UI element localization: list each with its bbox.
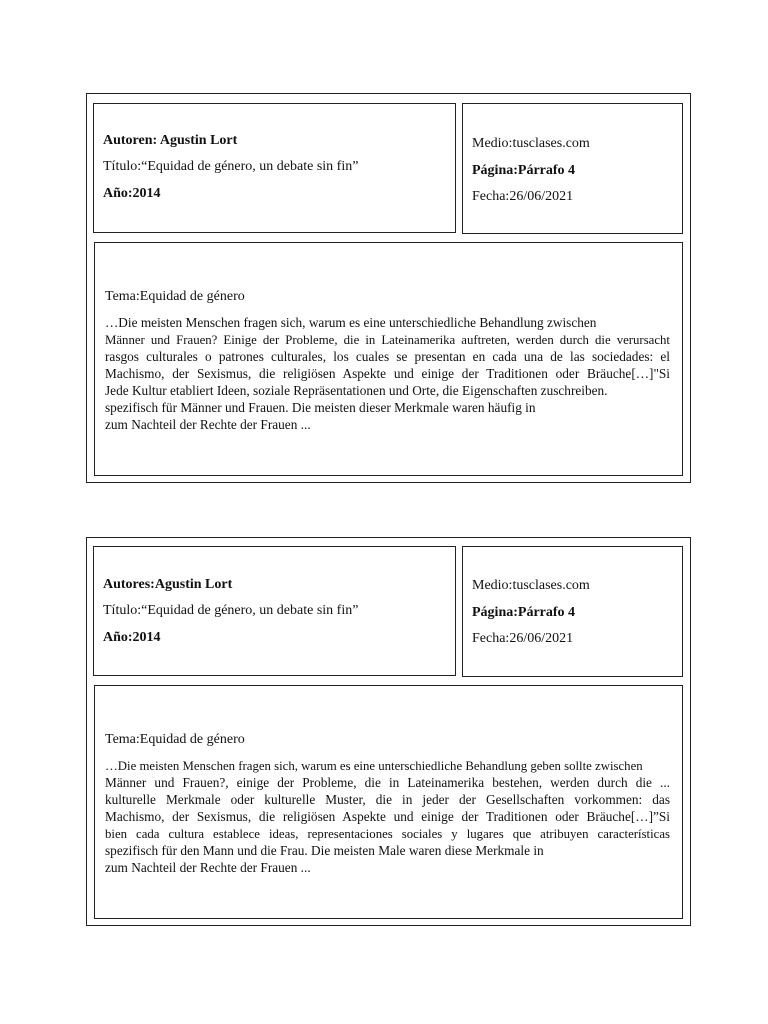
source-box [462,103,683,234]
citation-card-1 [86,93,691,483]
date-field: Fecha:26/06/2021 [472,631,574,646]
quote-line: spezifisch für den Mann und die Frau. Die meisten Male waren diese Merkmale in [105,843,544,858]
bibliography-box [93,546,456,676]
title-field: Título:“Equidad de género, un debate sin fin” [103,159,359,174]
author-field: Autoren: Agustin Lort [103,133,238,148]
content-box [94,685,683,919]
quote-line: …Die meisten Menschen fragen sich, warum es eine unterschiedliche Behandlung geben sollte zwischen [105,759,643,773]
quote-line: bien cada cultura establece ideas, representaciones sociales y lugares que atribuyen características [105,827,670,841]
quote-line: spezifisch für Männer und Frauen. Die meisten dieser Merkmale waren häufig in [105,400,536,415]
bibliography-box [93,103,456,233]
title-field: Título:“Equidad de género, un debate sin fin” [103,603,359,618]
page-field: Página:Párrafo 4 [472,605,576,620]
medium-field: Medio:tusclases.com [472,578,590,593]
quote-line: Machismo, der Sexismus, die religiösen Aspekte und einige der Traditionen oder Bräuche[…]”Si [105,809,670,824]
medium-field: Medio:tusclases.com [472,136,590,151]
quote-line: Männer und Frauen?, einige der Probleme, die in Lateinamerika bestehen, werden durch die ... [105,775,670,790]
year-field: Año:2014 [103,186,161,201]
date-field: Fecha:26/06/2021 [472,189,574,204]
year-field: Año:2014 [103,630,161,645]
topic-field: Tema:Equidad de género [105,732,245,747]
author-field: Autores:Agustin Lort [103,577,233,592]
citation-card-2 [86,537,691,926]
quote-line: rasgos culturales o patrones culturales, los cuales se presentan en cada una de las sociedades: el [105,349,670,364]
page-field: Página:Párrafo 4 [472,163,576,178]
source-box [462,546,683,677]
quote-line: zum Nachteil der Rechte der Frauen ... [105,417,311,432]
quote-line: Jede Kultur etabliert Ideen, soziale Repräsentationen und Orte, die Eigenschaften zuschreiben. [105,383,608,398]
quote-line: zum Nachteil der Rechte der Frauen ... [105,860,311,875]
quote-line: …Die meisten Menschen fragen sich, warum es eine unterschiedliche Behandlung zwischen [105,315,597,330]
topic-field: Tema:Equidad de género [105,289,245,304]
content-box [94,242,683,476]
quote-line: Männer und Frauen? Einige der Probleme, die in Lateinamerika auftreten, werden durch die verursacht [105,333,670,347]
quote-line: kulturelle Merkmale oder kulturelle Muster, die in jeder der Gesellschaften vorkommen: das [105,792,670,807]
quote-line: Machismo, der Sexismus, die religiösen Aspekte und einige der Traditionen oder Bräuche[…]"Si [105,366,670,381]
